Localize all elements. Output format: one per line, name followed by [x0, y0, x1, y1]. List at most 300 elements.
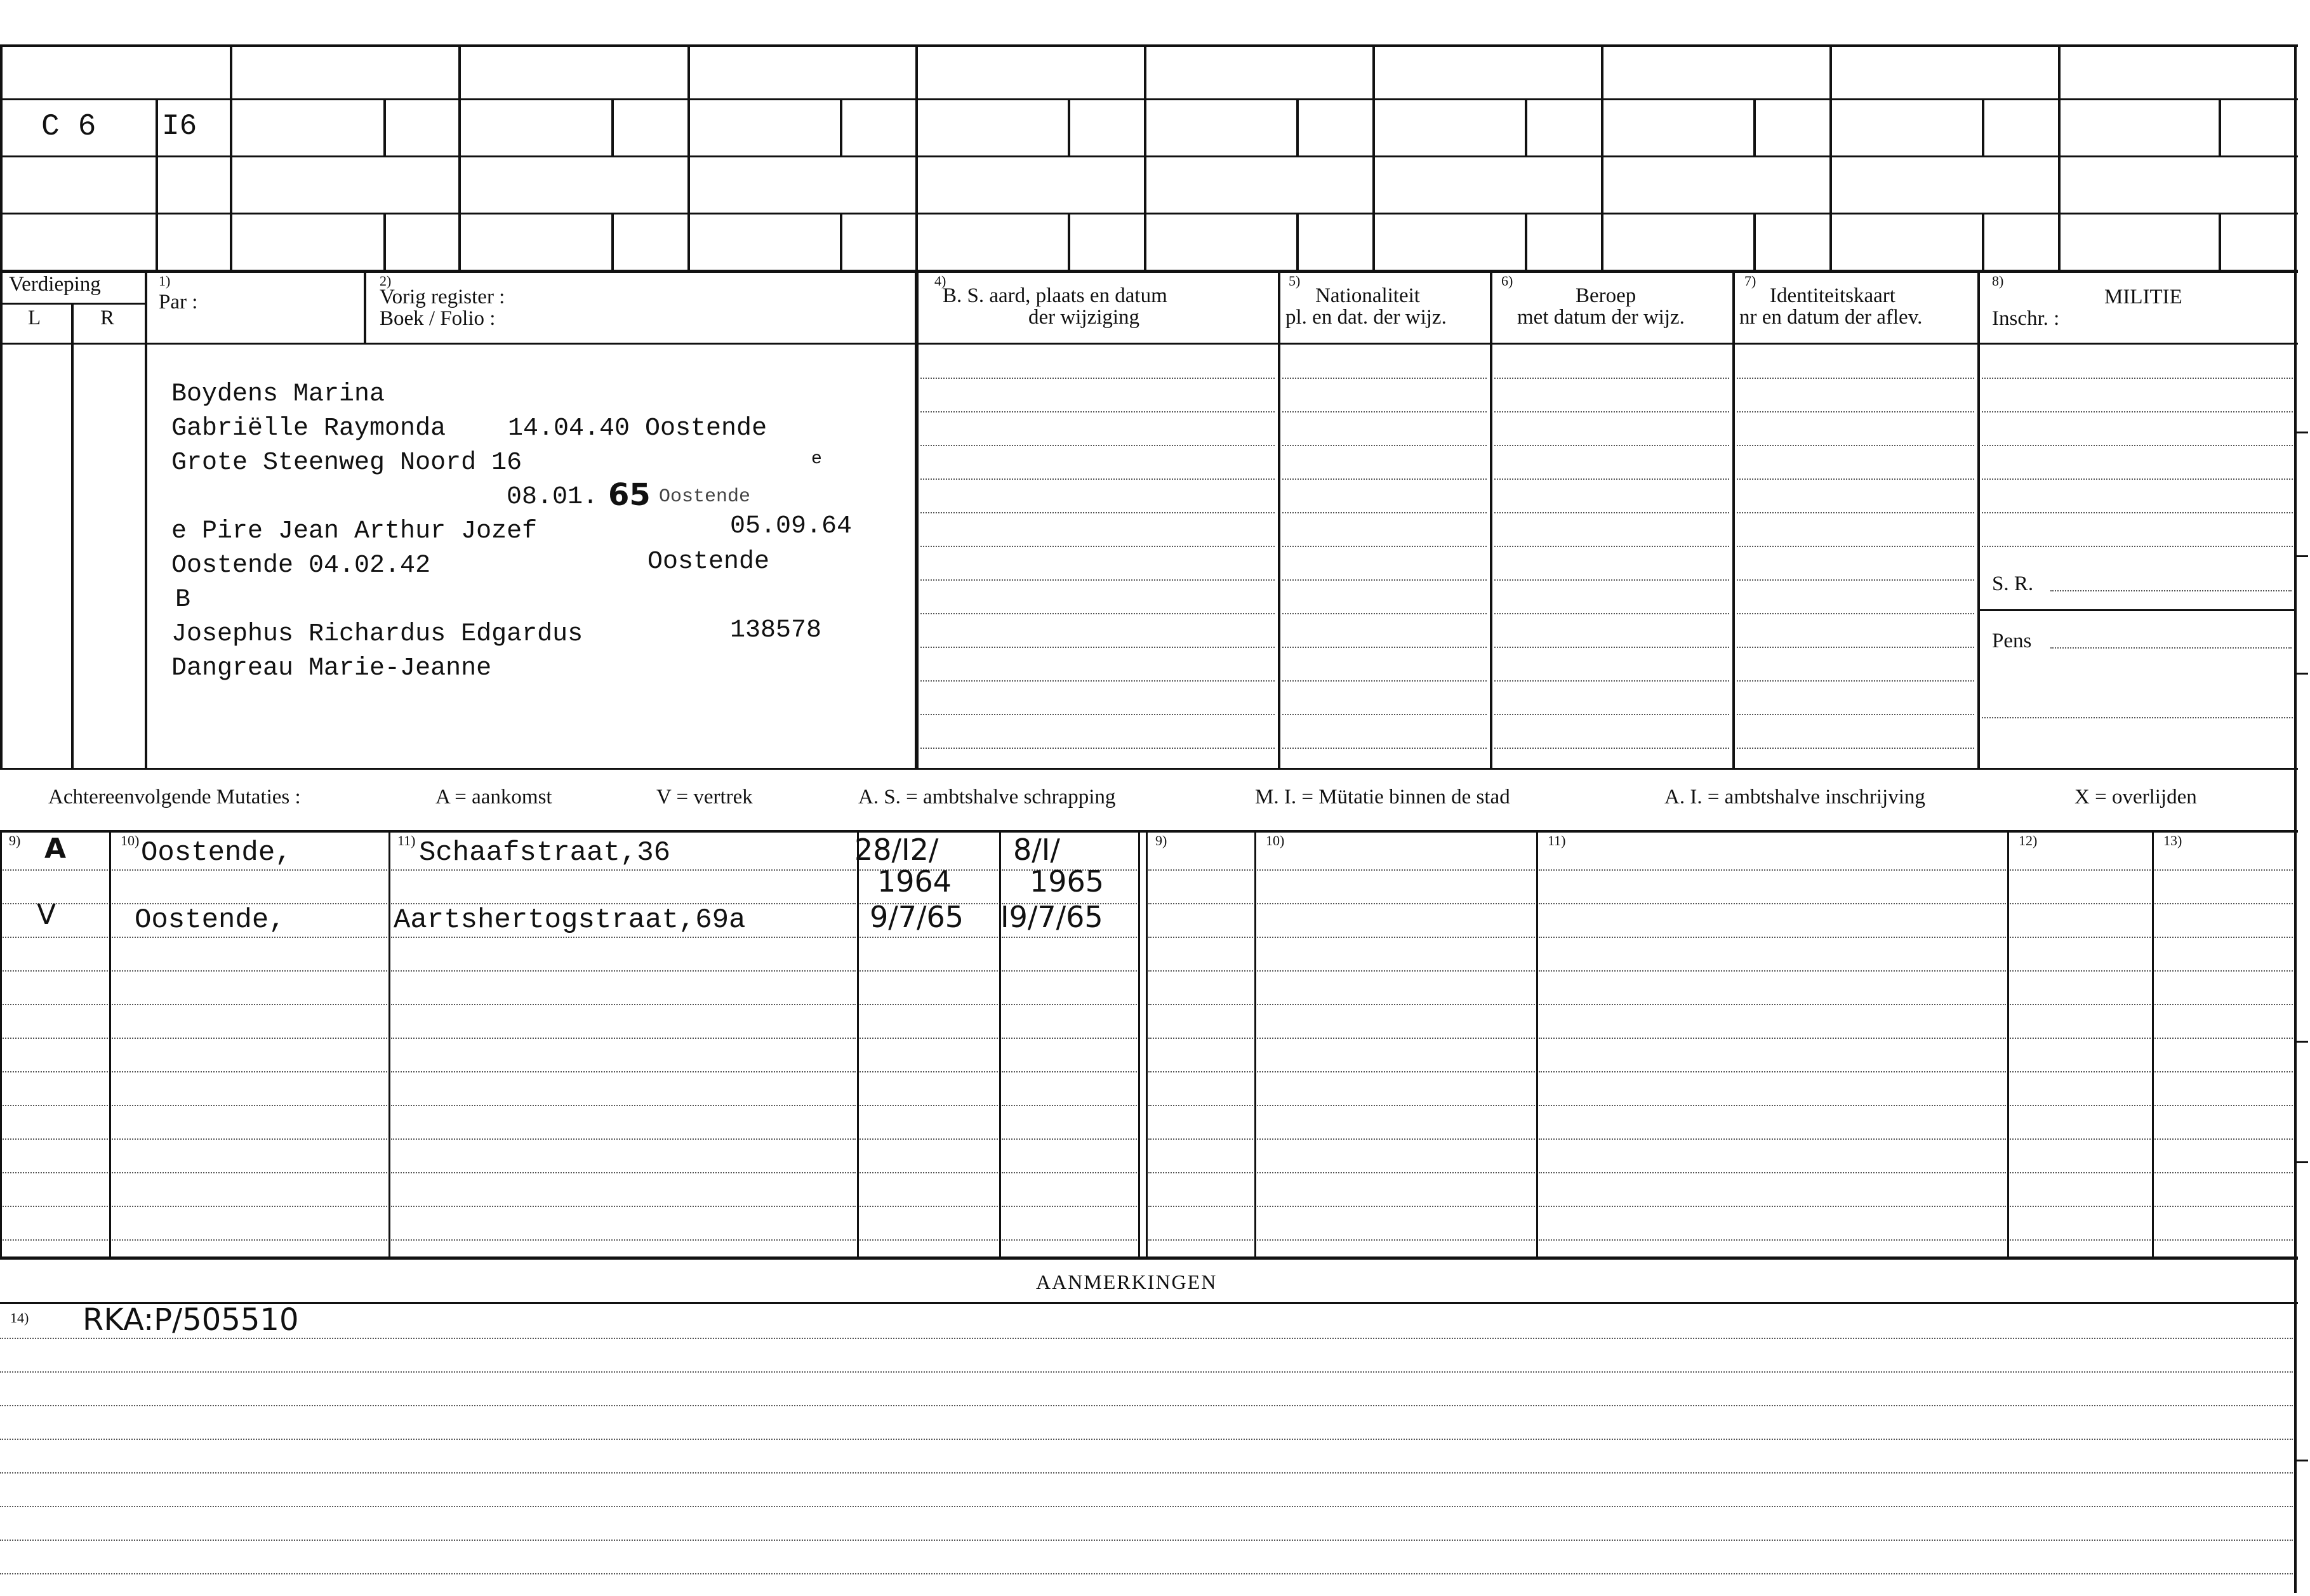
ruled-line: [920, 445, 1275, 446]
ruled-line: [1002, 1206, 1137, 1207]
ruled-line: [1539, 1105, 2006, 1106]
ruled-line: [1257, 1138, 1535, 1140]
mut-col-12: 12): [2019, 833, 2038, 848]
mutations-divider: [1536, 830, 1538, 1256]
ruled-line: [1737, 478, 1974, 480]
pens-label: Pens: [1992, 630, 2032, 652]
ruled-line: [1494, 411, 1729, 412]
ruled-line: [1737, 714, 1974, 715]
ruled-line: [1282, 748, 1487, 749]
top-grid-bottom-border: [0, 270, 2298, 273]
ruled-line: [1282, 714, 1487, 715]
ruled-line: [3, 1038, 108, 1039]
ruled-line: [1539, 903, 2006, 904]
ruled-line: [112, 1105, 387, 1106]
header-bottom-line: [0, 343, 2298, 345]
mutation-date-to-line1: 8/I/: [1013, 833, 1060, 867]
inschr-label: Inschr. :: [1992, 307, 2060, 330]
nat-header-line2: pl. en dat. der wijz.: [1285, 306, 1447, 329]
ruled-line: [1148, 970, 1253, 972]
id-header-line1: Identiteitskaart: [1770, 284, 1895, 307]
top-grid-divider: [2058, 44, 2061, 270]
top-grid-code: C 6: [41, 110, 96, 144]
militie-number: 8): [1992, 273, 2004, 289]
ruled-line: [2010, 970, 2151, 972]
militie-separator: [1977, 609, 2295, 611]
ruled-line: [1257, 970, 1535, 972]
ruled-line: [0, 1472, 2293, 1474]
ruled-line: [391, 1071, 856, 1072]
ruled-line: [2010, 1038, 2151, 1039]
nat-number: 5): [1289, 273, 1301, 289]
person-mother: Dangreau Marie-Jeanne: [171, 654, 492, 683]
ruled-line: [1148, 1172, 1253, 1173]
mut-col-11b: 11): [1548, 833, 1566, 848]
ruled-line: [1494, 579, 1729, 581]
ruled-line: [1982, 512, 2293, 513]
ruled-line: [1737, 579, 1974, 581]
ruled-line: [2154, 1071, 2293, 1072]
top-grid-divider: [1601, 44, 1603, 270]
ruled-line: [920, 378, 1275, 379]
remarks-number: 14): [10, 1310, 29, 1326]
top-grid-row-line: [0, 98, 2298, 100]
ruled-line: [860, 1004, 998, 1005]
remarks-title: AANMERKINGEN: [1036, 1270, 1218, 1293]
mutation-date-to: I9/7/65: [1000, 900, 1103, 934]
ruled-line: [391, 1239, 856, 1241]
ruled-line: [3, 1206, 108, 1207]
top-grid-divider: [2219, 98, 2221, 155]
ruled-line: [2154, 1038, 2293, 1039]
ruled-line: [3, 1105, 108, 1106]
ruled-line: [1539, 1239, 2006, 1241]
ruled-line: [920, 512, 1275, 513]
ruled-line: [1257, 1105, 1535, 1106]
verdieping-l-header: L: [28, 307, 41, 329]
verdieping-lr-divider: [71, 303, 74, 768]
top-grid-divider: [611, 213, 614, 270]
legend-as: A. S. = ambtshalve schrapping: [858, 786, 1116, 808]
ruled-line: [1282, 378, 1487, 379]
ruled-line: [920, 579, 1275, 581]
ruled-line: [1148, 903, 1253, 904]
ruled-line: [1494, 445, 1729, 446]
ruled-line: [860, 1138, 998, 1140]
ruled-line: [1737, 546, 1974, 547]
ruled-line: [1257, 1071, 1535, 1072]
ruled-line: [1494, 680, 1729, 682]
ruled-line: [391, 970, 856, 972]
ruled-line: [2010, 937, 2151, 938]
edge-tick: [2294, 432, 2308, 433]
mut-col-9: 9): [9, 833, 21, 848]
ruled-line: [0, 1405, 2293, 1406]
ruled-line: [920, 680, 1275, 682]
ruled-line: [860, 937, 998, 938]
vorig-left-divider: [364, 270, 366, 343]
ruled-line: [1539, 1172, 2006, 1173]
top-grid-number: I6: [162, 110, 197, 143]
top-grid-divider: [1525, 98, 1527, 155]
ruled-line: [1002, 970, 1137, 972]
ruled-line: [391, 937, 856, 938]
ruled-line: [1002, 1071, 1137, 1072]
ruled-line: [1737, 748, 1974, 749]
top-grid-divider: [611, 98, 614, 155]
ruled-line: [112, 1038, 387, 1039]
mut-col-11: 11): [397, 833, 416, 848]
ruled-line: [1148, 1206, 1253, 1207]
top-grid-row-line: [0, 155, 2298, 157]
edge-tick: [2294, 1041, 2308, 1043]
bs-header-line1: B. S. aard, plaats en datum: [943, 284, 1167, 307]
mutations-divider: [1146, 830, 1148, 1256]
par-left-divider: [145, 270, 147, 768]
top-grid-divider: [383, 98, 386, 155]
person-spouse: e Pire Jean Arthur Jozef: [171, 517, 538, 546]
person-address: Grote Steenweg Noord 16: [171, 449, 522, 477]
mutation-date-from: 9/7/65: [870, 900, 964, 934]
mutations-divider: [109, 830, 111, 1256]
ruled-line: [1982, 445, 2293, 446]
top-grid-divider: [1068, 98, 1070, 155]
mutations-top-line: [0, 830, 2298, 833]
ruled-line: [1539, 869, 2006, 871]
ruled-line: [1737, 680, 1974, 682]
ruled-line: [0, 1540, 2293, 1541]
ruled-line: [1148, 1138, 1253, 1140]
ruled-line: [1148, 1239, 1253, 1241]
mutations-divider: [388, 830, 390, 1256]
ruled-line: [1982, 378, 2293, 379]
ruled-line: [3, 1004, 108, 1005]
ber-header-line1: Beroep: [1576, 284, 1636, 307]
ruled-line: [1002, 937, 1137, 938]
mutations-divider: [857, 830, 859, 1256]
top-grid-divider: [156, 98, 158, 270]
par-header: Par :: [159, 291, 198, 313]
top-grid-top-border: [0, 44, 2298, 47]
id-left-divider: [1732, 270, 1735, 768]
mutation-type: V: [37, 899, 56, 931]
mut-col-13: 13): [2163, 833, 2182, 848]
top-grid-divider: [1982, 98, 1984, 155]
mutation-date-from-line2: 1964: [877, 864, 952, 899]
ruled-line: [3, 1172, 108, 1173]
ruled-line: [112, 937, 387, 938]
sr-fill-line: [2050, 590, 2292, 591]
ruled-line: [1982, 478, 2293, 480]
ruled-line: [1539, 1038, 2006, 1039]
ruled-line: [1002, 1038, 1137, 1039]
mutation-street: Aartshertogstraat,69a: [394, 904, 746, 936]
ruled-line: [1982, 411, 2293, 412]
ruled-line: [112, 1239, 387, 1241]
top-grid-divider: [1296, 98, 1299, 155]
mutation-street: Schaafstraat,36: [419, 837, 671, 869]
ruled-line: [3, 1239, 108, 1241]
vorig-register-header: Vorig register :: [380, 286, 505, 308]
person-birth: 14.04.40 Oostende: [508, 414, 767, 443]
top-grid-divider: [1144, 44, 1146, 270]
mutations-divider: [0, 830, 2, 1256]
ruled-line: [1737, 647, 1974, 648]
ruled-line: [1148, 1004, 1253, 1005]
mutation-date-from-line1: 28/I2/: [854, 833, 939, 867]
top-grid-divider: [1753, 98, 1756, 155]
ruled-line: [0, 1338, 2293, 1339]
militie-left-divider: [1977, 270, 1980, 768]
ruled-line: [860, 1239, 998, 1241]
ruled-line: [1539, 937, 2006, 938]
ruled-line: [860, 1105, 998, 1106]
ruled-line: [3, 970, 108, 972]
ruled-line: [112, 869, 387, 871]
ruled-line: [391, 1004, 856, 1005]
ruled-line: [2154, 1138, 2293, 1140]
legend-a: A = aankomst: [435, 786, 552, 808]
top-grid-divider: [1068, 213, 1070, 270]
top-grid-divider: [1525, 213, 1527, 270]
militie-header: MILITIE: [2104, 286, 2182, 308]
mutations-bottom-line: [0, 1256, 2298, 1260]
person-date-year: 65: [608, 477, 651, 513]
ruled-line: [112, 1172, 387, 1173]
ruled-line: [920, 411, 1275, 412]
legend-v: V = vertrek: [656, 786, 753, 808]
top-grid-divider: [1982, 213, 1984, 270]
ruled-line: [1494, 546, 1729, 547]
verdieping-r-header: R: [100, 307, 115, 329]
ruled-line: [1257, 1038, 1535, 1039]
ruled-line: [1737, 445, 1974, 446]
ruled-line: [2154, 869, 2293, 871]
card-right-border: [2294, 44, 2297, 1593]
ruled-line: [1982, 546, 2293, 547]
ruled-line: [1282, 579, 1487, 581]
nat-header-line1: Nationaliteit: [1315, 284, 1420, 307]
ruled-line: [3, 869, 108, 871]
ruled-line: [860, 1206, 998, 1207]
ruled-line: [391, 1105, 856, 1106]
ruled-line: [112, 970, 387, 972]
ruled-line: [920, 714, 1275, 715]
ruled-line: [860, 1172, 998, 1173]
ruled-line: [1282, 647, 1487, 648]
ruled-line: [2010, 1138, 2151, 1140]
ruled-line: [1002, 1105, 1137, 1106]
ruled-line: [1282, 613, 1487, 614]
ruled-line: [1494, 748, 1729, 749]
mut-col-10b: 10): [1266, 833, 1285, 848]
mut-col-10: 10): [121, 833, 140, 848]
ruled-line: [1282, 680, 1487, 682]
ruled-line: [1257, 1239, 1535, 1241]
ruled-line: [2154, 1004, 2293, 1005]
vorig-number: 2): [380, 273, 392, 289]
ruled-line: [1494, 378, 1729, 379]
ruled-line: [920, 748, 1275, 749]
ruled-line: [2154, 1239, 2293, 1241]
top-grid-divider: [1753, 213, 1756, 270]
legend-ai: A. I. = ambtshalve inschrijving: [1664, 786, 1925, 808]
ruled-line: [2154, 1206, 2293, 1207]
ruled-line: [1982, 717, 2293, 718]
ruled-line: [1282, 445, 1487, 446]
ruled-line: [2010, 1172, 2151, 1173]
nat-left-divider: [1278, 270, 1280, 768]
top-grid-divider: [2219, 213, 2221, 270]
ruled-line: [2154, 970, 2293, 972]
legend-title: Achtereenvolgende Mutaties :: [48, 786, 301, 808]
mutations-divider: [2007, 830, 2009, 1256]
ruled-line: [2154, 1172, 2293, 1173]
person-father: Josephus Richardus Edgardus: [171, 620, 583, 649]
person-name: Boydens Marina: [171, 380, 385, 409]
ruled-line: [2010, 1239, 2151, 1241]
ruled-line: [1539, 1004, 2006, 1005]
person-marker-b: B: [175, 586, 191, 614]
top-grid-divider: [1372, 44, 1375, 270]
top-grid-divider: [687, 44, 690, 270]
ruled-line: [2010, 1004, 2151, 1005]
mutation-city: Oostende,: [141, 837, 292, 869]
person-marriage-date: 05.09.64: [730, 512, 853, 541]
ruled-line: [1148, 1071, 1253, 1072]
ruled-line: [391, 1038, 856, 1039]
ruled-line: [1148, 1038, 1253, 1039]
ruled-line: [391, 869, 856, 871]
mutations-divider: [2152, 830, 2154, 1256]
ruled-line: [1539, 1071, 2006, 1072]
ruled-line: [2010, 869, 2151, 871]
ruled-line: [2154, 937, 2293, 938]
ruled-line: [2010, 1071, 2151, 1072]
ruled-line: [3, 1071, 108, 1072]
ruled-line: [112, 1206, 387, 1207]
ruled-line: [1148, 1105, 1253, 1106]
bs-number: 4): [934, 273, 946, 289]
person-spouse-place: Oostende: [647, 548, 770, 576]
ruled-line: [1002, 1172, 1137, 1173]
ruled-line: [0, 1573, 2293, 1574]
verdieping-header: Verdieping: [9, 273, 101, 296]
remarks-text: RKA:P/505510: [83, 1302, 299, 1338]
ruled-line: [1257, 1004, 1535, 1005]
ruled-line: [1282, 512, 1487, 513]
card-left-border: [0, 270, 3, 768]
id-header-line2: nr en datum der aflev.: [1739, 306, 1923, 329]
person-spouse-birth: Oostende 04.02.42: [171, 551, 431, 580]
ruled-line: [2010, 903, 2151, 904]
mutations-divider: [999, 830, 1001, 1256]
ruled-line: [860, 1038, 998, 1039]
ruled-line: [2154, 1105, 2293, 1106]
ruled-line: [3, 937, 108, 938]
top-grid-divider: [840, 213, 842, 270]
ruled-line: [1002, 1239, 1137, 1241]
mutation-type: A: [44, 833, 67, 865]
ruled-line: [1282, 478, 1487, 480]
ruled-line: [1257, 1206, 1535, 1207]
ruled-line: [1257, 1172, 1535, 1173]
person-given-names: Gabriëlle Raymonda: [171, 414, 446, 443]
ruled-line: [860, 970, 998, 972]
ruled-line: [391, 1206, 856, 1207]
top-grid-divider: [0, 44, 3, 270]
pens-fill-line: [2050, 647, 2292, 649]
ruled-line: [0, 1371, 2293, 1373]
ruled-line: [1002, 1004, 1137, 1005]
ruled-line: [1257, 869, 1535, 871]
ruled-line: [1539, 1206, 2006, 1207]
ruled-line: [920, 546, 1275, 547]
ruled-line: [1148, 869, 1253, 871]
ruled-line: [1737, 512, 1974, 513]
edge-tick: [2294, 1161, 2308, 1163]
ruled-line: [112, 1138, 387, 1140]
ruled-line: [1282, 411, 1487, 412]
ruled-line: [112, 1071, 387, 1072]
boek-folio-header: Boek / Folio :: [380, 307, 496, 330]
ruled-line: [1737, 411, 1974, 412]
ruled-line: [1494, 512, 1729, 513]
top-grid-divider: [383, 213, 386, 270]
ruled-line: [2010, 1206, 2151, 1207]
ruled-line: [112, 1004, 387, 1005]
ruled-line: [1282, 546, 1487, 547]
mut-col-9b: 9): [1155, 833, 1167, 848]
par-number: 1): [159, 273, 171, 289]
ruled-line: [1494, 613, 1729, 614]
ber-number: 6): [1501, 273, 1513, 289]
edge-tick: [2294, 555, 2308, 557]
ruled-line: [1002, 1138, 1137, 1140]
remarks-header-line: [0, 1302, 2298, 1304]
ruled-line: [1494, 478, 1729, 480]
ruled-line: [920, 478, 1275, 480]
legend-x: X = overlijden: [2074, 786, 2197, 808]
ruled-line: [0, 1439, 2293, 1440]
top-grid-row-line: [0, 213, 2298, 214]
person-address-mark: e: [811, 449, 822, 469]
ruled-line: [2154, 903, 2293, 904]
mutation-date-to-line2: 1965: [1030, 864, 1105, 899]
top-grid-divider: [1296, 213, 1299, 270]
ruled-line: [1148, 937, 1253, 938]
ruled-line: [2010, 1105, 2151, 1106]
ruled-line: [1494, 647, 1729, 648]
ruled-line: [860, 1071, 998, 1072]
edge-tick: [2294, 1460, 2308, 1461]
ruled-line: [1257, 937, 1535, 938]
legend-mi: M. I. = Mütatie binnen de stad: [1255, 786, 1510, 808]
ruled-line: [1539, 1138, 2006, 1140]
mutation-city: Oostende,: [135, 904, 286, 936]
person-reference-number: 138578: [730, 616, 822, 645]
top-grid-divider: [1829, 44, 1832, 270]
bs-left-divider: [915, 270, 919, 768]
top-grid-divider: [458, 44, 461, 270]
ruled-line: [1539, 970, 2006, 972]
ber-left-divider: [1490, 270, 1492, 768]
top-grid-divider: [230, 44, 232, 270]
ruled-line: [920, 613, 1275, 614]
ruled-line: [1494, 714, 1729, 715]
legend-top-line: [0, 768, 2298, 770]
ruled-line: [391, 1138, 856, 1140]
